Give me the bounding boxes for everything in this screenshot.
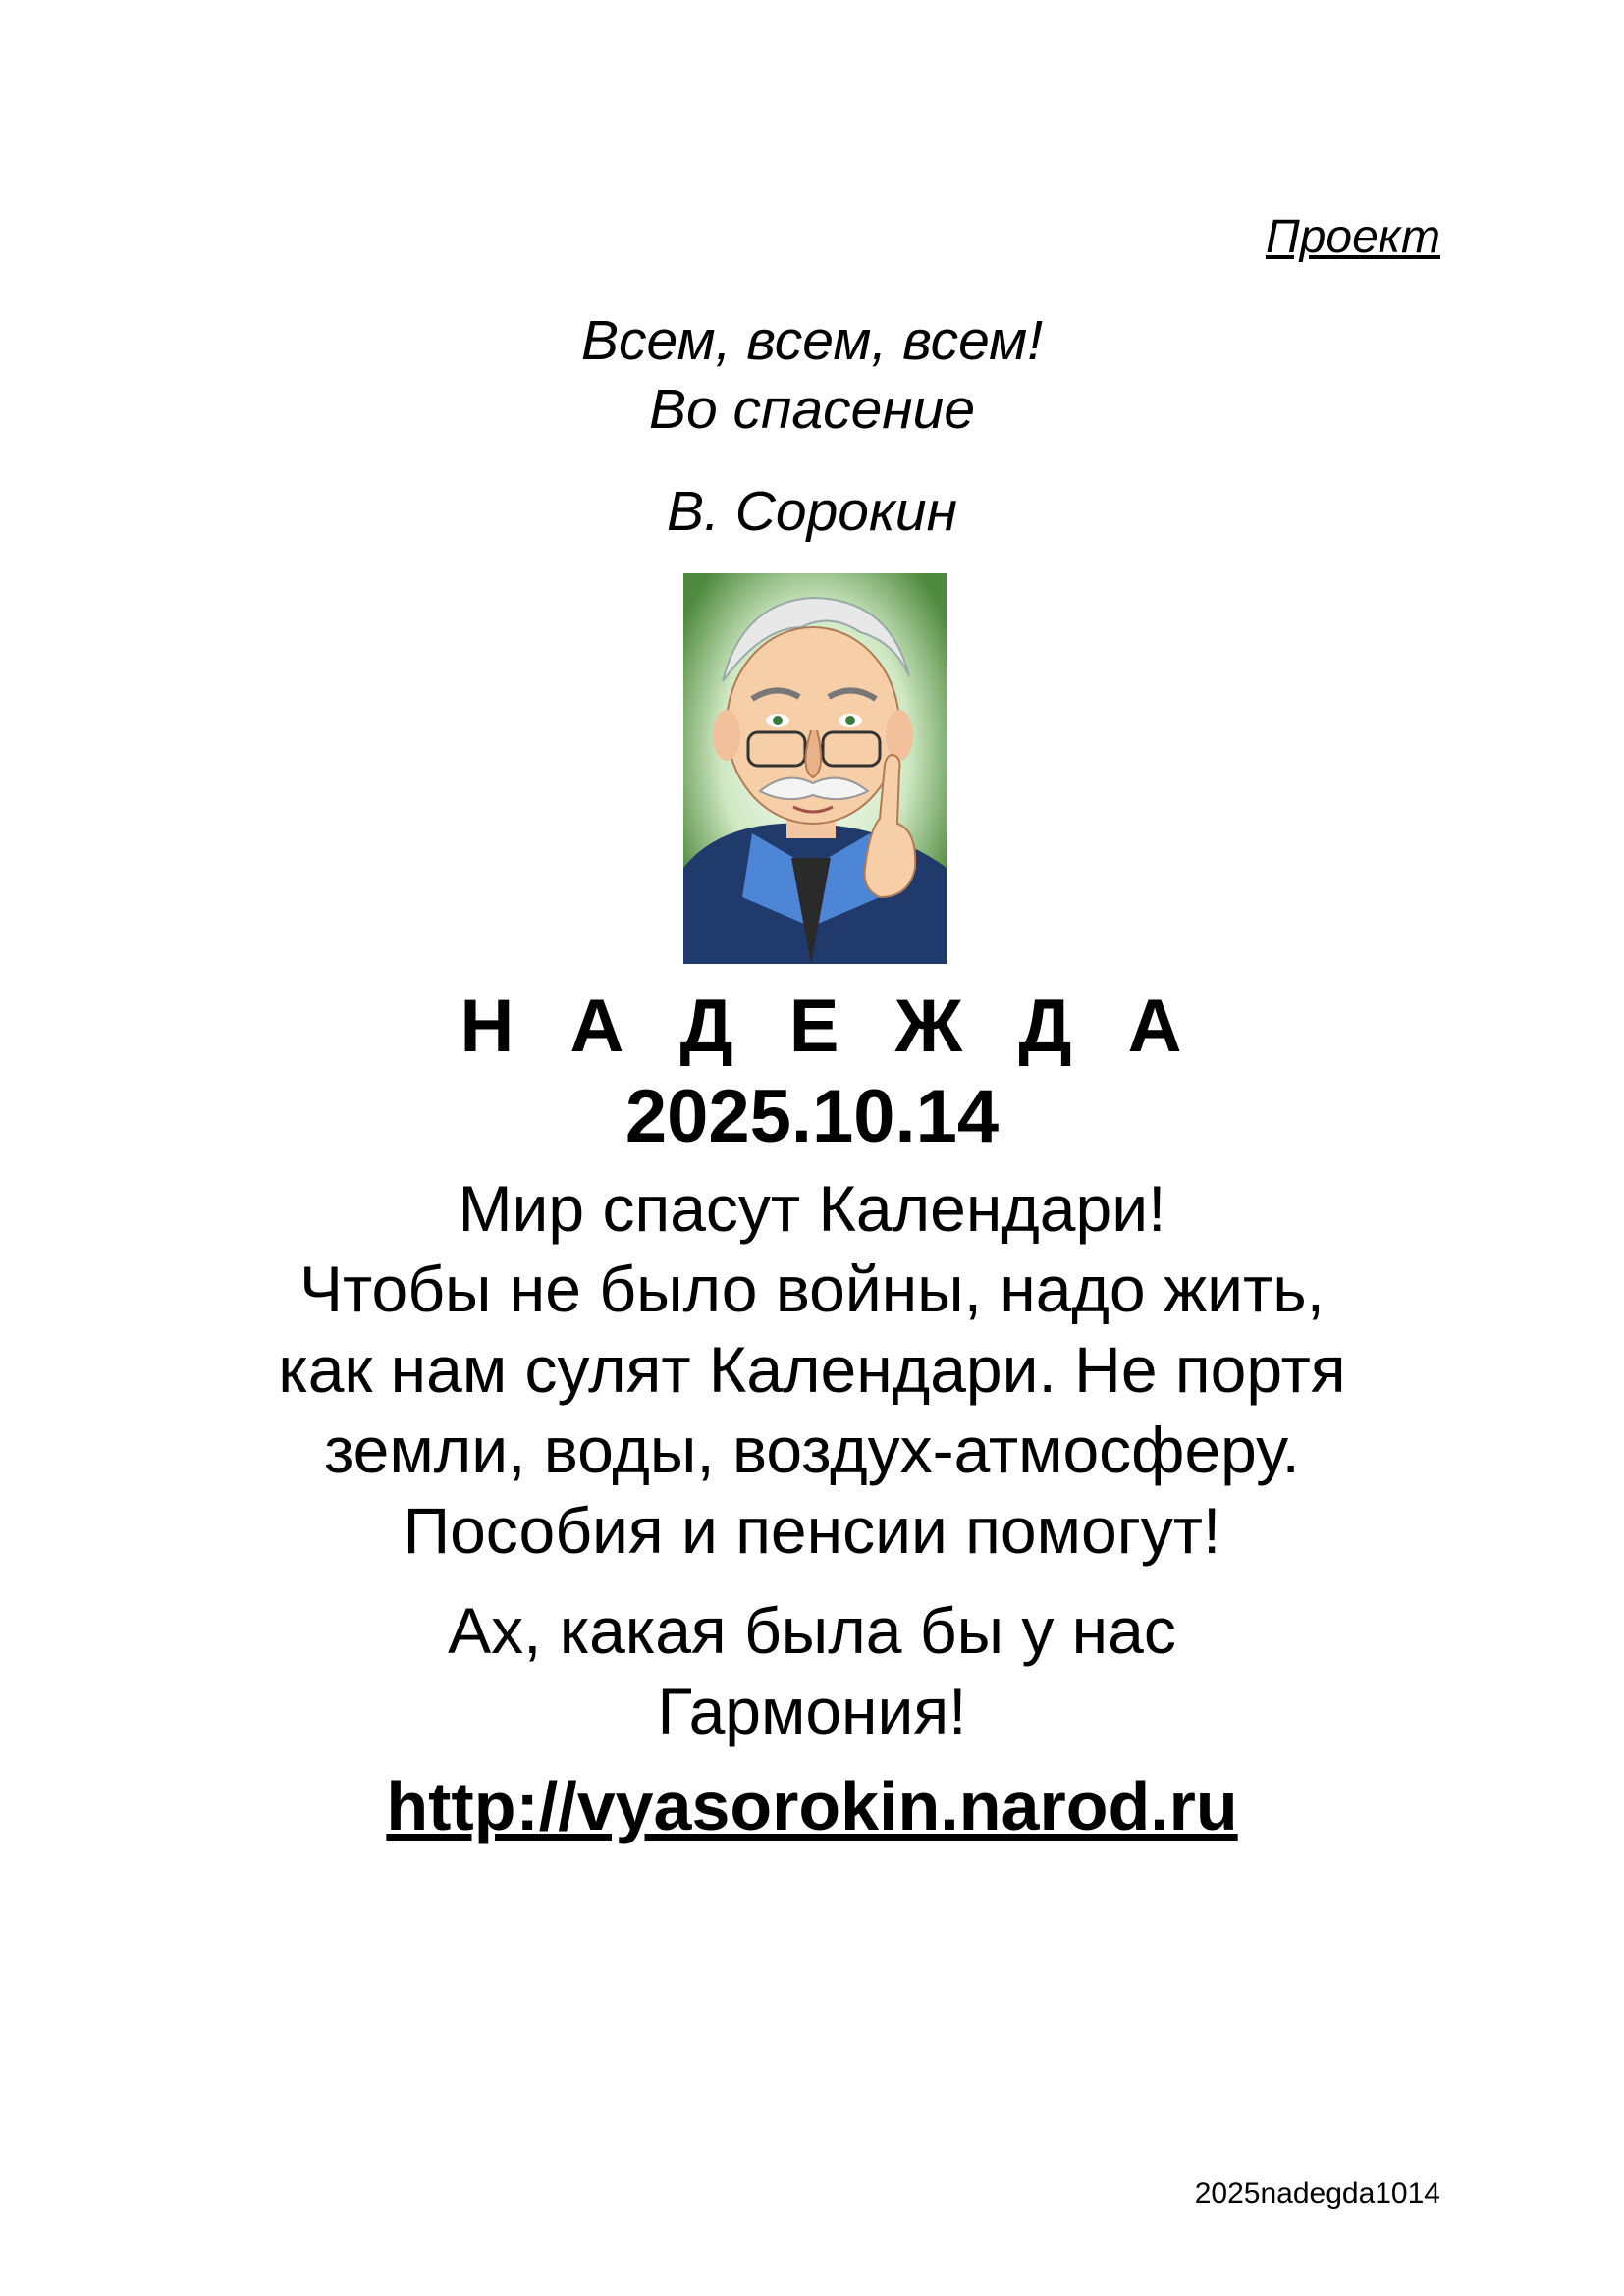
body-line-4: земли, воды, воздух-атмосферу.	[324, 1414, 1300, 1486]
project-label: Проект	[1265, 211, 1440, 263]
title: Н А Д Е Ж Д А	[460, 985, 1200, 1068]
closing-line-2: Гармония!	[657, 1675, 967, 1747]
author-name: В. Сорокин	[667, 480, 957, 543]
body-line-5: Пособия и пенсии помогут!	[403, 1494, 1221, 1567]
document-code: 2025nadegda1014	[1194, 2177, 1440, 2210]
intro-line-1: Всем, всем, всем!	[580, 309, 1044, 372]
website-link[interactable]: http://vyasorokin.narod.ru	[386, 1768, 1238, 1844]
body-line-1: Мир спасут Календари!	[458, 1172, 1166, 1245]
body-line-3: как нам сулят Календари. Не портя	[278, 1333, 1346, 1406]
date: 2025.10.14	[624, 1075, 1000, 1158]
closing-line-1: Ах, какая была бы у нас	[448, 1594, 1176, 1667]
intro-line-2: Во спасение	[648, 378, 976, 441]
caricature-portrait-icon	[683, 573, 947, 964]
body-line-2: Чтобы не было войны, надо жить,	[299, 1253, 1325, 1325]
